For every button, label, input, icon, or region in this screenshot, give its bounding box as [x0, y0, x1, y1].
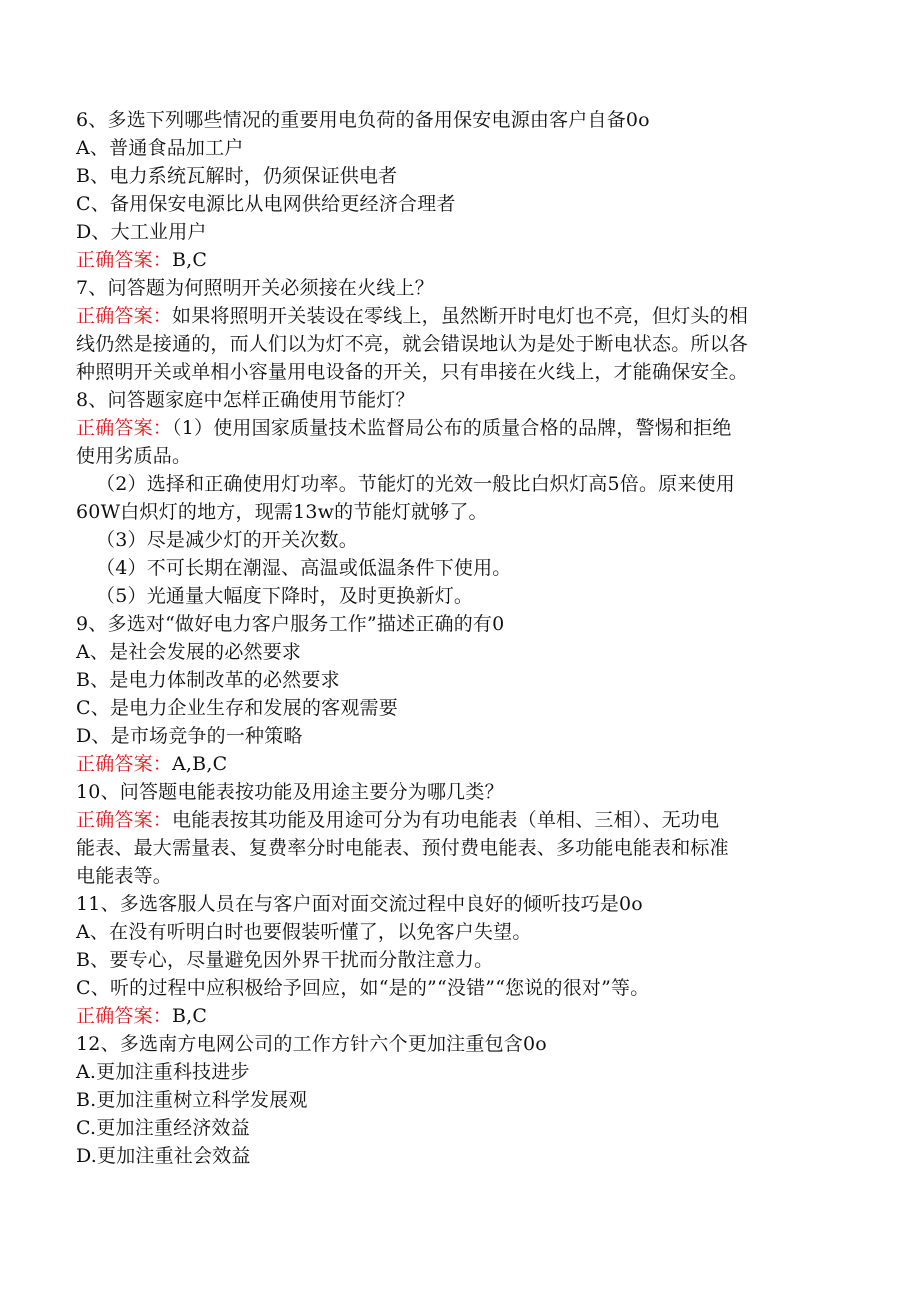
answer-text: 电能表按其功能及用途可分为有功电能表（单相、三相）、无功电: [172, 809, 720, 831]
text-line: B、要专心，尽量避免因外界干扰而分散注意力。: [76, 949, 494, 971]
answer-line: [76, 302, 856, 330]
answer-line: [76, 750, 856, 778]
text-line: D.更加注重社会效益: [76, 1145, 251, 1167]
text-line: （3）尽是减少灯的开关次数。: [96, 529, 358, 551]
text-line: 线仍然是接通的，而人们以为灯不亮，就会错误地认为是处于断电状态。所以各: [76, 333, 749, 355]
answer-line: [76, 414, 856, 442]
answer-label: 正确答案：: [76, 753, 173, 775]
text-line: C.更加注重经济效益: [76, 1117, 250, 1139]
text-line: B、是电力体制改革的必然要求: [76, 669, 340, 691]
text-line: B、电力系统瓦解时，仍须保证供电者: [76, 165, 398, 187]
text-line: 使用劣质品。: [76, 445, 192, 467]
answer-label: 正确答案：: [76, 809, 173, 831]
text-line: A.更加注重科技进步: [76, 1061, 250, 1083]
text-line: 8、问答题家庭中怎样正确使用节能灯？: [76, 389, 415, 411]
text-line: （5）光通量大幅度下降时，及时更换新灯。: [96, 585, 474, 607]
text-line: （2）选择和正确使用灯功率。节能灯的光效一般比白炽灯高5倍。原来使用: [96, 473, 735, 495]
text-line: A、在没有听明白时也要假装听懂了，以免客户失望。: [76, 921, 532, 943]
text-line: 电能表等。: [76, 865, 173, 887]
text-line: C、听的过程中应积极给予回应，如“是的”“没错”“您说的很对”等。: [76, 977, 650, 999]
answer-line: [76, 246, 856, 274]
text-line: 能表、最大需量表、复费率分时电能表、预付费电能表、多功能电能表和标准: [76, 837, 729, 859]
text-line: D、是市场竞争的一种策略: [76, 725, 303, 747]
text-line: B.更加注重树立科学发展观: [76, 1089, 308, 1111]
text-line: 7、问答题为何照明开关必须接在火线上？: [76, 277, 434, 299]
text-line: C、是电力企业生存和发展的客观需要: [76, 697, 398, 719]
text-line: 60W白炽灯的地方，现需13w的节能灯就够了。: [76, 501, 488, 523]
text-line: 9、多选对“做好电力客户服务工作”描述正确的有0: [76, 613, 505, 635]
answer-line: [76, 806, 856, 834]
text-line: A、普通食品加工户: [76, 137, 244, 159]
answer-text: A,B,C: [172, 753, 228, 775]
text-line: A、是社会发展的必然要求: [76, 641, 302, 663]
answer-label: 正确答案：: [76, 417, 173, 439]
answer-text: B,C: [172, 249, 208, 271]
answer-label: 正确答案：: [76, 249, 173, 271]
answer-line: [76, 1002, 856, 1030]
text-line: D、大工业用户: [76, 221, 207, 243]
answer-text: B,C: [172, 1005, 208, 1027]
text-line: （4）不可长期在潮湿、高温或低温条件下使用。: [96, 557, 512, 579]
text-line: 11、多选客服人员在与客户面对面交流过程中良好的倾听技巧是0o: [76, 893, 643, 915]
text-line: 种照明开关或单相小容量用电设备的开关，只有串接在火线上，才能确保安全。: [76, 361, 749, 383]
answer-text: （1）使用国家质量技术监督局公布的质量合格的品牌，警惕和拒绝: [172, 417, 732, 439]
text-line: C、备用保安电源比从电网供给更经济合理者: [76, 193, 456, 215]
document-body: [76, 106, 856, 1170]
text-line: 10、问答题电能表按功能及用途主要分为哪几类？: [76, 781, 504, 803]
answer-text: 如果将照明开关装设在零线上，虽然断开时电灯也不亮，但灯头的相: [172, 305, 749, 327]
text-line: 6、多选下列哪些情况的重要用电负荷的备用保安电源由客户自备0o: [76, 109, 650, 131]
answer-label: 正确答案：: [76, 305, 173, 327]
text-line: 12、多选南方电网公司的工作方针六个更加注重包含0o: [76, 1033, 547, 1055]
answer-label: 正确答案：: [76, 1005, 173, 1027]
